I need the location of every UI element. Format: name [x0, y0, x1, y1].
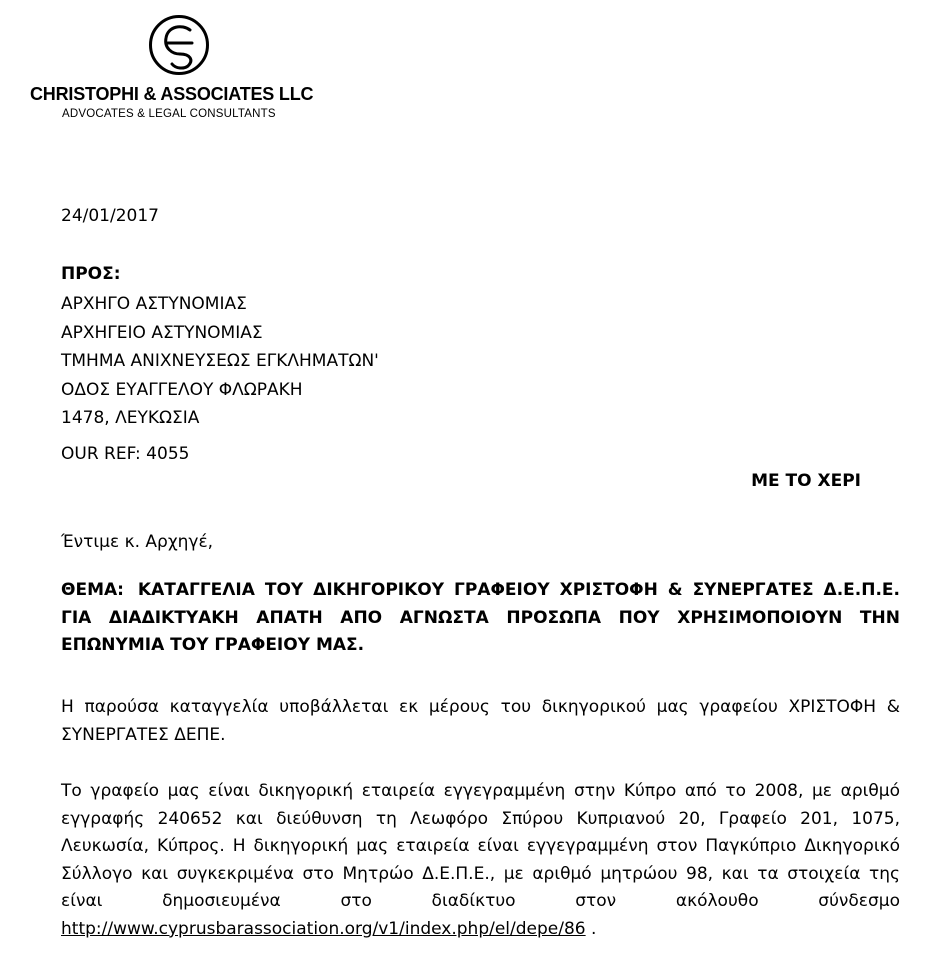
association-link[interactable]: http://www.cyprusbarassociation.org/v1/index.php/el/depe/86: [61, 918, 586, 939]
recipient-line: ΑΡΧΗΓΟ ΑΣΤΥΝΟΜΙΑΣ: [61, 294, 247, 314]
salutation: Έντιμε κ. Αρχηγέ,: [61, 532, 214, 552]
christophi-monogram-logo-icon: [148, 14, 210, 76]
firm-subtitle: ADVOCATES & LEGAL CONSULTANTS: [62, 108, 276, 120]
link-suffix: .: [585, 918, 597, 939]
recipient-line: ΑΡΧΗΓΕΙΟ ΑΣΤΥΝΟΜΙΑΣ: [61, 322, 263, 343]
recipient-line: ΟΔΟΣ ΕΥΑΓΓΕΛΟΥ ΦΛΩΡΑΚΗ: [61, 379, 303, 400]
paragraph-1: Η παρούσα καταγγελία υποβάλλεται εκ μέρους του δικηγορικού μας γραφείου ΧΡΙΣΤΟΦΗ & ΣΥΝΕΡΓΑΤΕΣ ΔΕΠΕ.: [61, 697, 900, 745]
delivery-method: ΜΕ ΤΟ ΧΕΡΙ: [751, 471, 861, 491]
reference-number: OUR REF: 4055: [61, 444, 190, 464]
subject-text: ΚΑΤΑΓΓΕΛΙΑ ΤΟΥ ΔΙΚΗΓΟΡΙΚΟΥ ΓΡΑΦΕΙΟΥ ΧΡΙΣΤΟΦΗ & ΣΥΝΕΡΓΑΤΕΣ Δ.Ε.Π.Ε. ΓΙΑ ΔΙΑΔΙΚΤΥΑΚΗ ΑΠΑΤΗ ΑΠΟ ΑΓΝΩΣΤΑ ΠΡΟΣΩΠΑ ΠΟΥ ΧΡΗΣΙΜΟΠΟΙΟΥΝ ΤΗΝ ΕΠΩΝΥΜΙΑ ΤΟΥ ΓΡΑΦΕΙΟΥ ΜΑΣ.: [61, 580, 900, 655]
firm-name: CHRISTOPHI & ASSOCIATES LLC: [30, 84, 314, 104]
subject-label: ΘΕΜΑ:: [61, 580, 124, 600]
recipient-line: 1478, ΛΕΥΚΩΣΙΑ: [61, 408, 200, 428]
letter-date: 24/01/2017: [61, 206, 159, 226]
subject-block: [61, 577, 900, 660]
paragraph-2-link-line: [61, 916, 900, 944]
recipient-line: ΤΜΗΜΑ ΑΝΙΧΝΕΥΣΕΩΣ ΕΓΚΛΗΜΑΤΩΝ': [61, 351, 379, 371]
to-label: ΠΡΟΣ:: [61, 264, 121, 284]
paragraph-2: [61, 778, 900, 943]
paragraph-2-text: Το γραφείο μας είναι δικηγορική εταιρεία εγγεγραμμένη στην Κύπρο από το 2008, με αριθμό εγγραφής 240652 και διεύθυνση τη Λεωφόρο Σπύρου Κυπριανού 20, Γραφείο 201, 1075, Λευκωσία, Κύπρος. Η δικηγορική μας εταιρεία είναι εγγεγραμμένη στον Παγκύπριο Δικηγορικό Σύλλογο και συγκεκριμένα στο Μητρώο Δ.Ε.Π.Ε., με αριθμό μητρώου 98, και τα στοιχεία της είναι δημοσιευμένα στο διαδίκτυο στον ακόλουθο σύνδεσμο: [61, 781, 900, 911]
recipient-address: [61, 290, 379, 433]
